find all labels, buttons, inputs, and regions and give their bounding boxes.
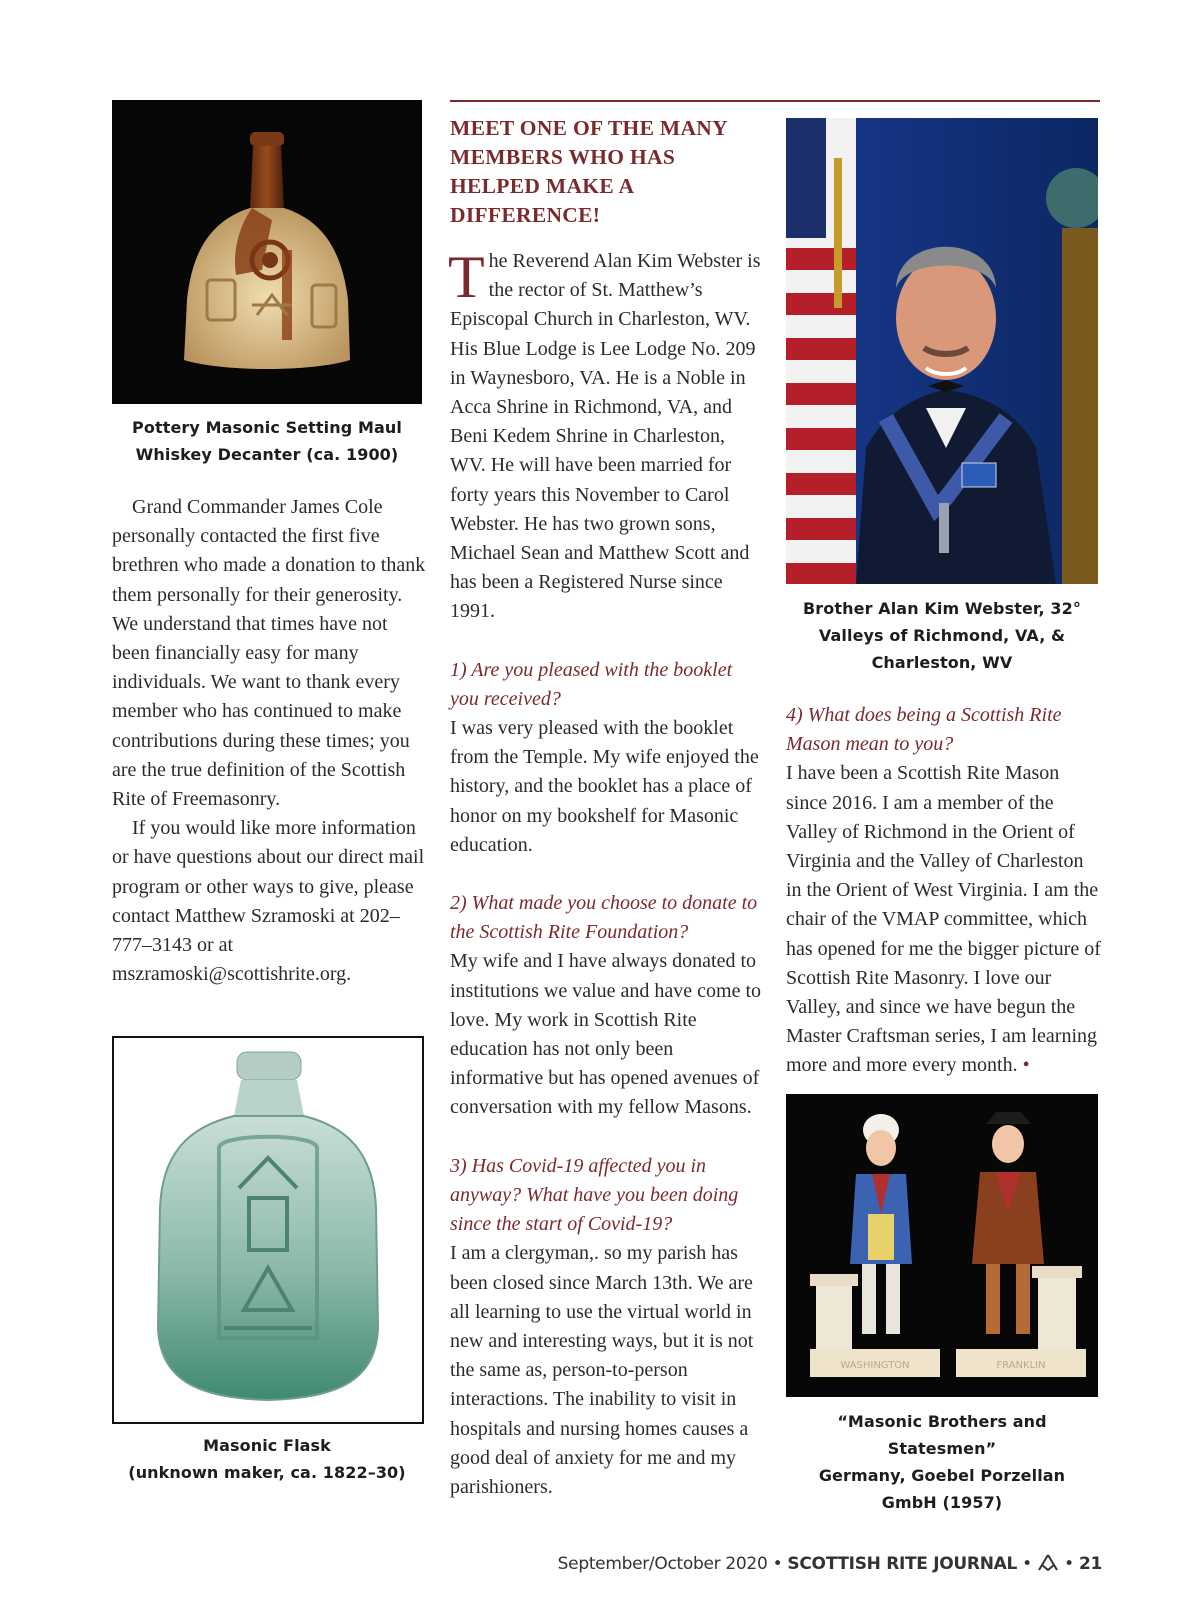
caption-line: Germany, Goebel Porzellan [818,1466,1066,1485]
compass-square-icon [1037,1554,1059,1572]
end-mark: • [1022,1054,1030,1077]
answer-3: I am a clergyman,. so my parish has been closed since March 13th. We are all learning to use the virtual world in new and interesting ways, but it is not the same as, person-to-person interactions. The inability to visit in hospitals and nursing homes causes a good deal of anxiety for me and my parishioners. [450,1242,754,1498]
intro-paragraph [448,244,765,627]
caption-line: Brother Alan Kim Webster, 32° [803,599,1081,618]
question-4: 4) What does being a Scottish Rite Mason mean to you? [786,704,1062,756]
caption-line: GmbH (1957) [881,1493,1003,1512]
decanter-photo [112,100,422,404]
figurines-photo [786,1094,1098,1397]
figurines-caption [786,1408,1098,1516]
answer-4 [786,759,1101,1080]
intro-block [448,244,765,627]
caption-line: Masonic Flask [203,1436,331,1455]
question-3: 3) Has Covid-19 affected you in anyway? What have you been doing since the start of Covid-19? [450,1154,739,1236]
caption-line: Charleston, WV [871,653,1013,672]
drop-cap: T [448,244,485,310]
article-heading: MEET ONE OF THE MANY MEMBERS WHO HAS HELPED MAKE A DIFFERENCE! [450,116,728,227]
caption-line: Whiskey Decanter (ca. 1900) [135,445,399,464]
portrait-photo [786,118,1098,584]
contact-paragraph: If you would like more information or have questions about our direct mail program or other ways to give, please contact Matthew Szramoski at 202–777–3143 or at mszramoski@scottishrite.org. [112,817,425,986]
footer-separator: • [772,1554,783,1574]
qa-1 [450,656,765,860]
middle-column [450,114,765,1502]
footer-separator: • [1064,1554,1074,1574]
section-rule [450,100,1100,102]
flask-caption [112,1432,422,1486]
qa-2 [450,889,765,1123]
figurines-illustration [786,1094,1098,1397]
intro-text: he Reverend Alan Kim Webster is the rector of St. Matthew’s Episcopal Church in Charleston, WV. His Blue Lodge is Lee Lodge No. 209 in Waynesboro, VA. He is a Noble in Acca Shrine in Richmond, VA, and Beni Kedem Shrine in Charleston, WV. He will have been married for forty years this November to Carol Webster. He has two grown sons, Michael Sean and Matthew Scott and has been a Registered Nurse since 1991. [450,250,761,623]
journal-name: SCOTTISH RITE JOURNAL [787,1554,1018,1574]
question-1: 1) Are you pleased with the booklet you received? [450,658,733,710]
portrait-caption [786,595,1098,676]
left-column-text [112,493,427,989]
question-2: 2) What made you choose to donate to the Scottish Rite Foundation? [450,892,758,944]
caption-line: Pottery Masonic Setting Maul [132,418,402,437]
qa-4 [786,701,1101,1081]
decanter-illustration [112,100,422,404]
footer-separator: • [1022,1554,1032,1574]
caption-line: Valleys of Richmond, VA, & [818,626,1066,645]
answer-2: My wife and I have always donated to institutions we value and have come to love. My work in Scottish Rite education has not only been informative but has opened avenues of conversation with my fellow Masons. [450,950,762,1119]
caption-line: (unknown maker, ca. 1822–30) [128,1463,406,1482]
donation-paragraph: Grand Commander James Cole personally contacted the first five brethren who made a donation to thank them personally for their generosity. We understand that times have not been financially easy for many individuals. We want to thank every member who has continued to make contributions during these times; you are the true definition of the Scottish Rite of Freemasonry. [112,496,426,811]
right-column-text [786,701,1101,1081]
answer-1: I was very pleased with the booklet from the Temple. My wife enjoyed the history, and the booklet has a place of honor on my bookshelf for Masonic education. [450,717,759,856]
flask-photo [112,1036,424,1424]
portrait-illustration [786,118,1098,584]
franklin-label: FRANKLIN [996,1360,1046,1371]
issue-date: September/October 2020 [557,1554,768,1574]
page-number: 21 [1078,1554,1102,1574]
caption-line: “Masonic Brothers and Statesmen” [837,1412,1047,1458]
page-footer [558,1554,1102,1574]
washington-label: WASHINGTON [840,1360,910,1371]
flask-illustration [114,1038,422,1422]
answer-4-text: I have been a Scottish Rite Mason since 2016. I am a member of the Valley of Richmond in the Orient of Virginia and the Valley of Charleston in the Orient of West Virginia. I am the chair of the VMAP committee, which has opened for me the bigger picture of Scottish Rite Masonry. I love our Valley, and since we have begun the Master Craftsman series, I am learning more and more every month. [786,762,1101,1077]
qa-3 [450,1152,765,1502]
decanter-caption [112,414,422,468]
